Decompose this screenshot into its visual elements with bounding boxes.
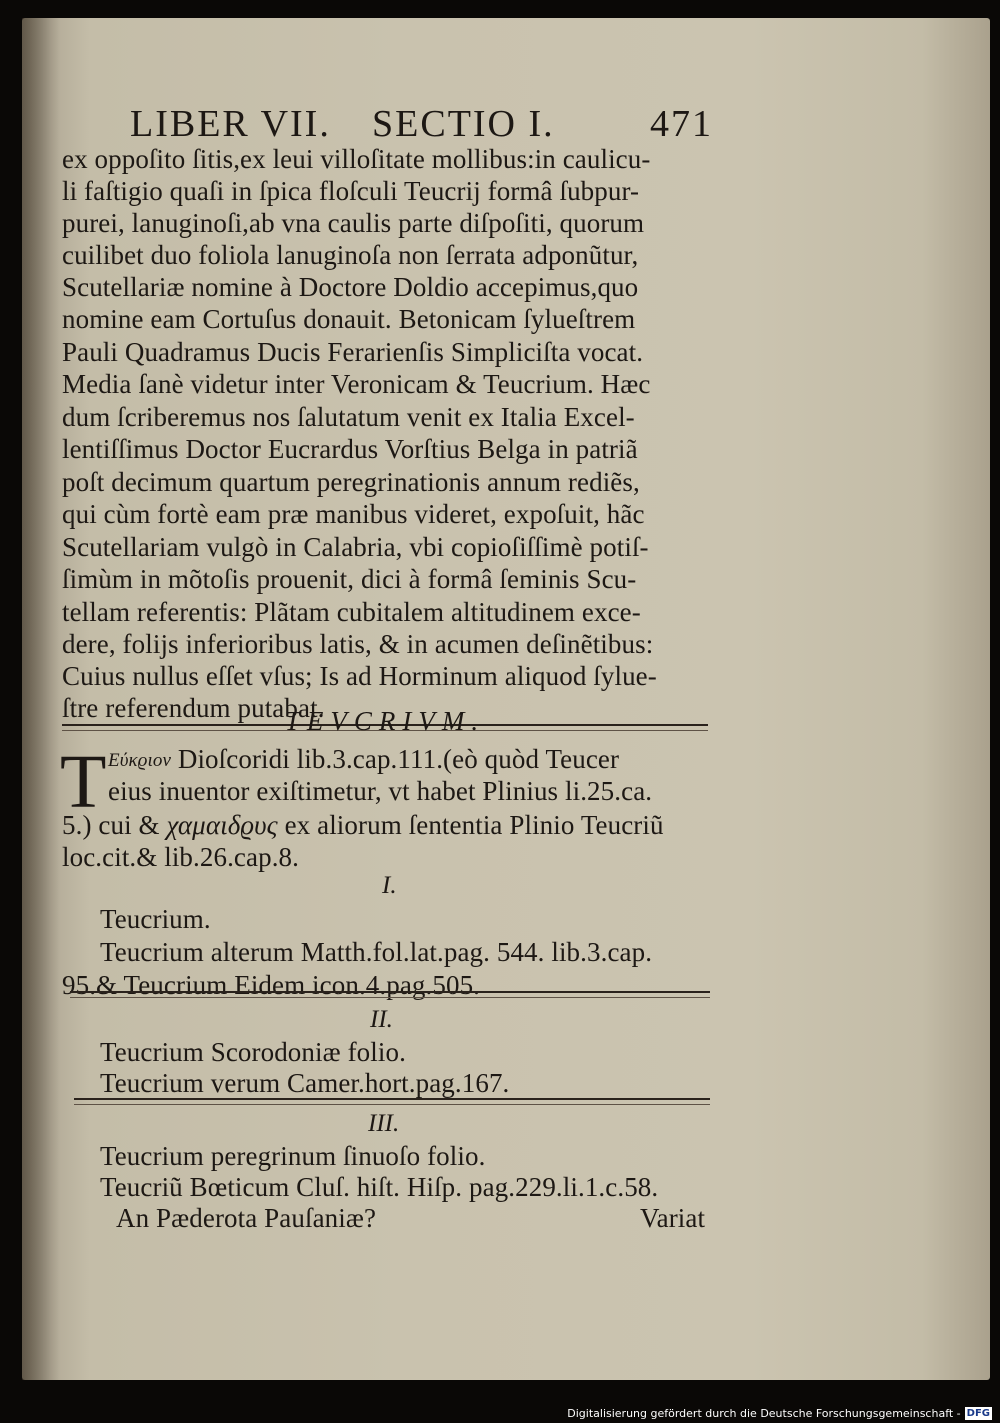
entry-line: Teucrium peregrinum ſinuoſo folio. <box>100 1141 486 1171</box>
section-title: TEVCRIVM. <box>284 706 486 736</box>
intro-text: Dioſcoridi lib.3.cap.111.(eò quòd Teucer <box>177 744 620 774</box>
dfg-logo: DFG <box>966 1407 990 1419</box>
entry-line: Teucrium alterum Matth.fol.lat.pag. 544. lib.3.cap. <box>100 937 653 967</box>
paragraph-line: Scutellariæ nomine à Doctore Doldio accepimus,quo <box>62 272 639 302</box>
paragraph-line: cuilibet duo foliola lanuginoſa non ſerrata adponũtur, <box>62 240 639 270</box>
paragraph-line: Pauli Quadramus Ducis Ferarienſis Simpliciſta vocat. <box>62 337 644 367</box>
catchword: Variat <box>640 1203 706 1233</box>
rule-divider <box>74 1098 710 1105</box>
paragraph-line: dere, folijs inferioribus latis, & in acumen deſinẽtibus: <box>62 629 654 659</box>
entry-line: Teucrium. <box>100 904 211 934</box>
paragraph-line: Scutellariam vulgò in Calabria, vbi copioſiſſimè potiſ- <box>62 532 649 562</box>
paragraph-line: purei, lanuginoſi,ab vna caulis parte diſpoſiti, quorum <box>62 208 645 238</box>
entry-line: An Pæderota Pauſaniæ? <box>116 1203 377 1233</box>
intro-line-1 <box>108 744 619 775</box>
paragraph-line: nomine eam Cortuſus donauit. Betonicam ſylueſtrem <box>62 304 636 334</box>
paragraph-line: ex oppoſito ſitis,ex leui villoſitate mollibus:in caulicu- <box>62 144 651 174</box>
paragraph-line: Media ſanè videtur inter Veronicam & Teucrium. Hæc <box>62 369 651 399</box>
section-numeral: III. <box>368 1110 400 1137</box>
paragraph-line: li faſtigio quaſi in ſpica floſculi Teucrij formâ ſubpur- <box>62 176 640 206</box>
intro-line-2: eius inuentor exiſtimetur, vt habet Plinius li.25.ca. <box>108 776 653 806</box>
paragraph-line: qui cùm fortè eam præ manibus videret, expoſuit, hãc <box>62 499 645 529</box>
paragraph-line: lentiſſimus Doctor Eucrardus Vorſtius Belga in patriã <box>62 434 638 464</box>
section-numeral: I. <box>382 872 397 899</box>
intro-text: ex aliorum ſententia Plinio Teucriũ <box>284 810 664 840</box>
intro-text: 5.) cui & <box>62 810 160 840</box>
intro-line-3 <box>62 810 664 841</box>
greek-word: χαμαιδϱυς <box>166 810 278 840</box>
digitization-footer <box>567 1404 992 1422</box>
paragraph-line: ſimùm in mõtoſis prouenit, dici à formâ ſeminis Scu- <box>62 564 637 594</box>
drop-cap: T <box>60 740 107 824</box>
entry-line: 95.& Teucrium Eidem icon.4.pag.505. <box>62 970 481 1000</box>
entry-line: Teucrium Scorodoniæ folio. <box>100 1037 406 1067</box>
paragraph-line: ſtre referendum putabat. <box>62 693 325 723</box>
intro-line-4: loc.cit.& lib.26.cap.8. <box>62 842 299 872</box>
greek-word: Eύκϱιον <box>108 750 171 771</box>
header-liber: LIBER VII. <box>130 103 331 145</box>
footer-text: Digitalisierung gefördert durch die Deutsche Forschungsgemeinschaft - <box>567 1406 961 1420</box>
paragraph-line: dum ſcriberemus nos ſalutatum venit ex Italia Excel- <box>62 402 635 432</box>
paragraph-line: poſt decimum quartum peregrinationis annum rediẽs, <box>62 467 640 497</box>
page-number: 471 <box>650 103 713 145</box>
entry-line: Teucrium verum Camer.hort.pag.167. <box>100 1068 510 1098</box>
rule-divider <box>70 991 710 998</box>
header-sectio: SECTIO I. <box>372 103 555 145</box>
section-numeral: II. <box>370 1006 393 1033</box>
entry-line: Teucriũ Bœticum Cluſ. hiſt. Hiſp. pag.229.li.1.c.58. <box>100 1172 659 1202</box>
paragraph-line: Cuius nullus eſſet vſus; Is ad Horminum aliquod ſylue- <box>62 661 657 691</box>
paragraph-line: tellam referentis: Plãtam cubitalem altitudinem exce- <box>62 597 641 627</box>
